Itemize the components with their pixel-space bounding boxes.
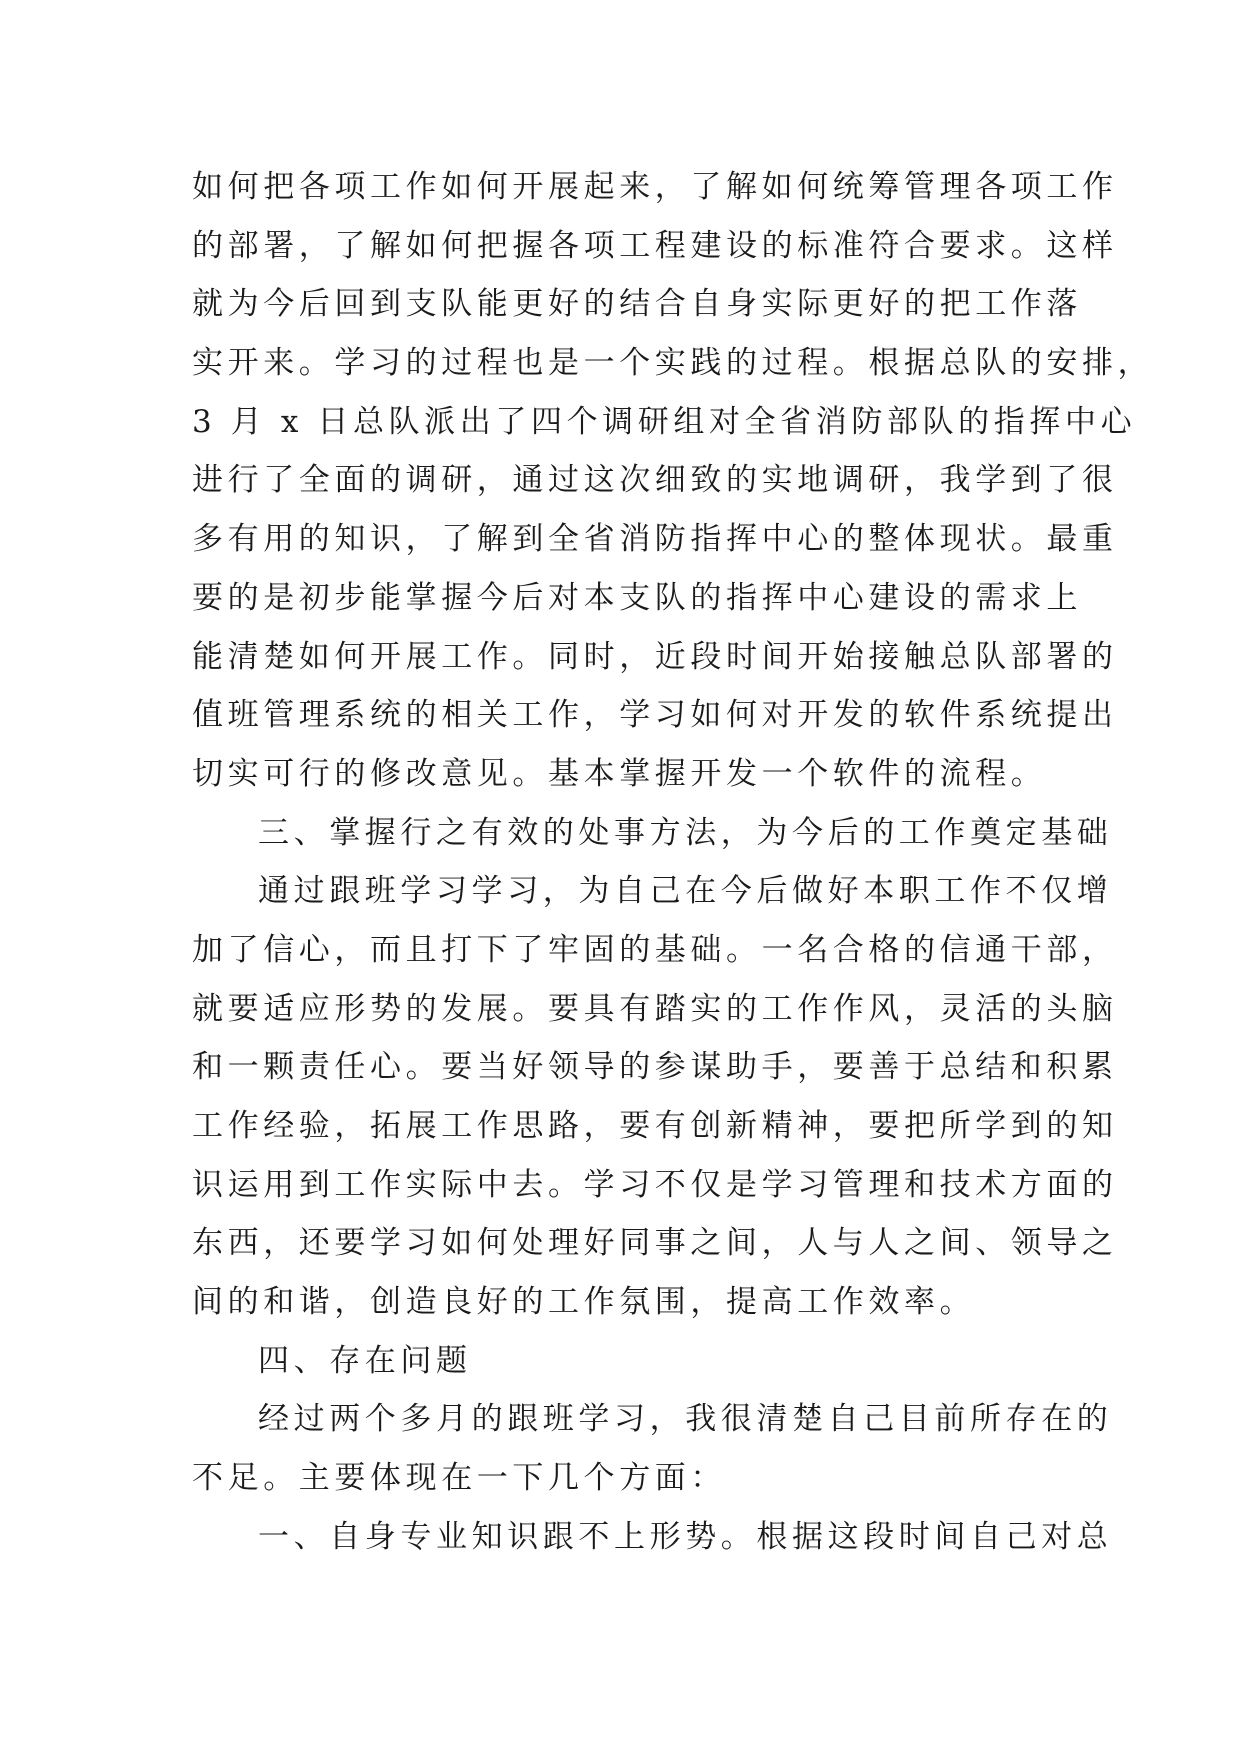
text-line: 一、自身专业知识跟不上形势。根据这段时间自己对总	[258, 1518, 1113, 1555]
text-line: 能清楚如何开展工作。同时，近段时间开始接触总队部署的	[192, 638, 1118, 675]
text-line: 3 月 x 日总队派出了四个调研组对全省消防部队的指挥中心	[192, 403, 1137, 440]
text-line: 加了信心，而且打下了牢固的基础。一名合格的信通干部，	[192, 931, 1118, 968]
text-line: 四、存在问题	[258, 1342, 472, 1379]
text-line: 如何把各项工作如何开展起来，了解如何统筹管理各项工作	[192, 169, 1118, 205]
text-line: 多有用的知识，了解到全省消防指挥中心的整体现状。最重	[192, 521, 1118, 558]
text-line: 经过两个多月的跟班学习，我很清楚自己目前所存在的	[258, 1401, 1113, 1438]
document-body	[192, 158, 1154, 1567]
text-line: 的部署，了解如何把握各项工程建设的标准符合要求。这样	[192, 227, 1118, 264]
text-line: 要的是初步能掌握今后对本支队的指挥中心建设的需求上	[192, 579, 1082, 616]
text-line: 识运用到工作实际中去。学习不仅是学习管理和技术方面的	[192, 1166, 1118, 1203]
text-line: 东西，还要学习如何处理好同事之间，人与人之间、领导之	[192, 1225, 1118, 1262]
text-line: 工作经验，拓展工作思路，要有创新精神，要把所学到的知	[192, 1108, 1118, 1144]
text-line: 间的和谐，创造良好的工作氛围，提高工作效率。	[192, 1284, 976, 1321]
text-line: 切实可行的修改意见。基本掌握开发一个软件的流程。	[192, 755, 1047, 792]
text-line: 三、掌握行之有效的处事方法，为今后的工作奠定基础	[258, 814, 1113, 851]
text-line: 实开来。学习的过程也是一个实践的过程。根据总队的安排，	[192, 345, 1154, 382]
text-line: 不足。主要体现在一下几个方面：	[192, 1460, 726, 1497]
text-line: 就要适应形势的发展。要具有踏实的工作作风，灵活的头脑	[192, 990, 1118, 1027]
text-line: 就为今后回到支队能更好的结合自身实际更好的把工作落	[192, 286, 1082, 323]
text-line: 和一颗责任心。要当好领导的参谋助手，要善于总结和积累	[192, 1049, 1118, 1086]
text-line: 进行了全面的调研，通过这次细致的实地调研，我学到了很	[192, 462, 1118, 499]
text-line: 通过跟班学习学习，为自己在今后做好本职工作不仅增	[258, 873, 1113, 910]
text-line: 值班管理系统的相关工作，学习如何对开发的软件系统提出	[192, 697, 1118, 734]
